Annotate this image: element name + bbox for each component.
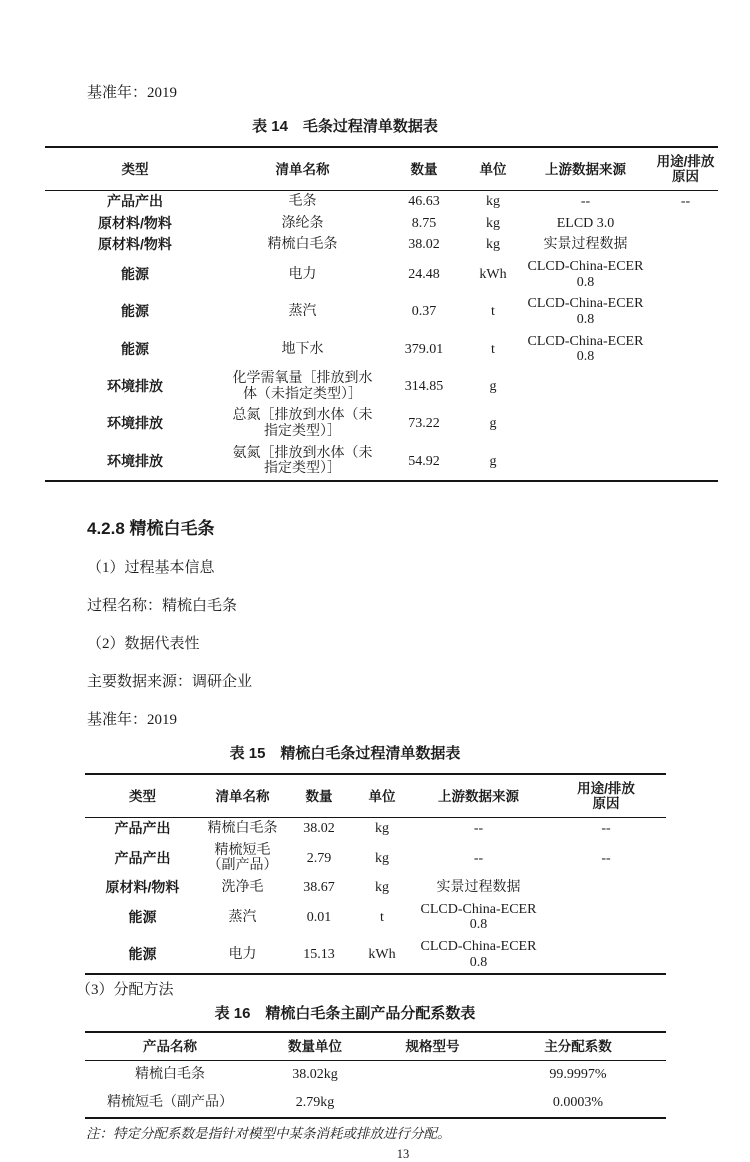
para-process-name: 过程名称：精梳白毛条 — [87, 598, 238, 615]
table15-title: 表 15 精梳白毛条过程清单数据表 — [229, 745, 461, 763]
cell-purpose — [653, 213, 718, 235]
cell-source — [518, 443, 653, 481]
cell-purpose: -- — [680, 194, 691, 209]
cell-purpose — [546, 936, 666, 974]
cell-qty: 15.13 — [303, 946, 335, 962]
col-header-source: 上游数据来源 — [545, 161, 626, 177]
table-row — [45, 443, 718, 481]
table15-header-row — [85, 774, 666, 818]
cell-unit: kg — [486, 215, 500, 231]
cell-qty: 38.67 — [303, 880, 335, 896]
table-row — [85, 818, 666, 840]
cell-coef: 99.9997% — [549, 1067, 607, 1083]
cell-qty: 314.85 — [404, 378, 444, 394]
cell-qty: 8.75 — [411, 215, 437, 231]
col-header-purpose-line2: 原因 — [672, 169, 699, 184]
cell-purpose — [653, 293, 718, 330]
col-header-qty-unit: 数量单位 — [288, 1039, 342, 1055]
cell-type: 环境排放 — [107, 415, 163, 432]
table-row — [85, 840, 666, 877]
cell-purpose — [653, 443, 718, 481]
table-row — [45, 405, 718, 442]
col-header-unit: 单位 — [479, 161, 507, 177]
cell-purpose — [546, 877, 666, 899]
table14 — [45, 146, 718, 482]
col-header-unit: 单位 — [368, 788, 396, 804]
para-data-source: 主要数据来源：调研企业 — [87, 674, 253, 691]
cell-source: 实景过程数据 — [543, 237, 628, 253]
cell-name: 毛条 — [288, 194, 317, 209]
col-header-qty: 数量 — [410, 161, 438, 177]
cell-purpose — [653, 368, 718, 405]
cell-qty: 2.79 — [306, 850, 332, 866]
cell-unit: t — [491, 341, 495, 357]
baseline-year-top: 基准年：2019 — [87, 85, 178, 101]
col-header-coef: 主分配系数 — [544, 1039, 612, 1055]
cell-source — [518, 405, 653, 442]
cell-name: 氨氮［排放到水体（未指定类型）］ — [232, 445, 373, 477]
cell-name: 地下水 — [281, 341, 324, 357]
col-header-name: 清单名称 — [215, 788, 270, 804]
table-row — [85, 877, 666, 899]
table-row — [45, 368, 718, 405]
cell-source: -- — [580, 194, 591, 209]
table-row — [45, 331, 718, 368]
cell-unit: kg — [486, 194, 500, 209]
para-process-info: （1）过程基本信息 — [87, 560, 215, 577]
col-header-purpose-line1: 用途/排放 — [577, 781, 635, 797]
cell-source — [518, 368, 653, 405]
col-header-spec: 规格型号 — [405, 1039, 460, 1055]
col-header-qty: 数量 — [305, 788, 333, 804]
cell-unit: t — [380, 909, 384, 925]
cell-name: 蒸汽 — [288, 304, 317, 320]
cell-unit: t — [491, 304, 495, 320]
cell-coef: 0.0003% — [552, 1095, 604, 1111]
cell-type: 产品产出 — [114, 820, 171, 837]
cell-qty: 38.02 — [303, 821, 335, 837]
cell-purpose — [653, 234, 718, 256]
cell-unit: kg — [375, 850, 389, 866]
cell-qty: 0.01 — [306, 909, 332, 925]
cell-qty: 379.01 — [404, 341, 444, 357]
col-header-purpose — [653, 147, 718, 191]
cell-source: CLCD-China-ECER 0.8 — [527, 259, 644, 290]
table16-title: 表 16 精梳白毛条主副产品分配系数表 — [214, 1005, 476, 1023]
table-row — [45, 256, 718, 293]
cell-qty: 24.48 — [408, 266, 440, 282]
cell-source: -- — [473, 821, 484, 837]
cell-source: 实景过程数据 — [436, 880, 521, 896]
table16-header-row — [85, 1032, 666, 1061]
cell-unit: kWh — [368, 946, 396, 962]
table14-title: 表 14 毛条过程清单数据表 — [252, 118, 438, 135]
baseline-year-2: 基准年：2019 — [87, 712, 178, 729]
table-row — [45, 234, 718, 256]
cell-name: 精梳短毛（副产品） — [207, 842, 278, 874]
para-representativeness: （2）数据代表性 — [87, 636, 200, 653]
cell-purpose — [653, 256, 718, 293]
table-row — [85, 1061, 666, 1089]
cell-source: CLCD-China-ECER 0.8 — [527, 296, 644, 328]
cell-unit: kg — [375, 821, 389, 837]
cell-name: 电力 — [228, 946, 257, 962]
cell-unit: kg — [486, 237, 500, 253]
cell-qty: 46.63 — [408, 194, 440, 209]
table-row — [85, 899, 666, 936]
col-header-product: 产品名称 — [143, 1039, 197, 1055]
cell-source: -- — [473, 850, 484, 866]
table16-footnote: 注：特定分配系数是指针对模型中某条消耗或排放进行分配。 — [86, 1125, 451, 1141]
cell-source: CLCD-China-ECER 0.8 — [420, 901, 537, 933]
table-row — [45, 213, 718, 235]
cell-type: 能源 — [128, 908, 157, 925]
cell-type: 环境排放 — [107, 377, 163, 394]
cell-name: 精梳白毛条 — [267, 237, 338, 253]
col-header-type: 类型 — [129, 788, 156, 804]
cell-type: 原材料/物料 — [98, 214, 172, 231]
cell-unit: g — [489, 453, 497, 469]
cell-source: ELCD 3.0 — [556, 215, 615, 231]
cell-name: 总氮［排放到水体（未指定类型）］ — [232, 408, 373, 440]
cell-qty: 38.02 — [408, 237, 440, 253]
cell-name: 电力 — [288, 266, 317, 282]
col-header-purpose-line1: 用途/排放 — [656, 154, 715, 169]
col-header-purpose — [546, 774, 666, 818]
cell-product: 精梳白毛条 — [135, 1067, 205, 1083]
cell-type: 环境排放 — [107, 452, 163, 469]
cell-product: 精梳短毛（副产品） — [107, 1095, 233, 1111]
table14-header-row — [45, 147, 718, 191]
table15 — [85, 773, 666, 975]
cell-qty-unit: 2.79kg — [295, 1095, 335, 1111]
cell-name: 化学需氧量［排放到水体（未指定类型）］ — [232, 371, 373, 402]
page-number: 13 — [396, 1146, 410, 1161]
cell-type: 产品产出 — [114, 849, 171, 866]
table-row — [85, 1089, 666, 1118]
cell-type: 原材料/物料 — [105, 879, 180, 896]
cell-name: 洗净毛 — [221, 880, 264, 896]
section-heading: 4.2.8 精梳白毛条 — [87, 519, 215, 539]
cell-unit: kg — [375, 880, 389, 896]
cell-type: 能源 — [121, 303, 149, 320]
cell-source: CLCD-China-ECER 0.8 — [420, 939, 537, 970]
alloc-method-heading: （3）分配方法 — [76, 982, 174, 999]
table16 — [85, 1031, 666, 1118]
cell-qty: 0.37 — [411, 304, 437, 320]
cell-purpose: -- — [601, 850, 611, 866]
cell-qty: 73.22 — [408, 416, 440, 432]
table-row — [45, 191, 718, 213]
cell-name: 精梳白毛条 — [207, 821, 278, 837]
cell-spec — [375, 1089, 490, 1118]
col-header-purpose-line2: 原因 — [592, 796, 620, 812]
cell-name: 蒸汽 — [228, 909, 257, 925]
cell-spec — [375, 1061, 490, 1089]
cell-source: CLCD-China-ECER 0.8 — [527, 333, 644, 365]
cell-qty: 54.92 — [408, 453, 440, 469]
cell-type: 产品产出 — [107, 193, 163, 209]
col-header-type: 类型 — [121, 161, 149, 177]
cell-purpose: -- — [601, 821, 611, 837]
table-row — [45, 293, 718, 330]
cell-unit: g — [489, 416, 497, 432]
cell-type: 原材料/物料 — [98, 236, 172, 253]
cell-type: 能源 — [128, 945, 157, 962]
cell-name: 涤纶条 — [281, 215, 324, 231]
cell-type: 能源 — [121, 340, 149, 357]
table-row — [85, 936, 666, 974]
cell-purpose — [653, 405, 718, 442]
cell-type: 能源 — [121, 265, 149, 282]
cell-unit: g — [489, 378, 497, 394]
cell-qty-unit: 38.02kg — [292, 1067, 338, 1083]
cell-purpose — [653, 331, 718, 368]
cell-unit: kWh — [479, 266, 507, 282]
cell-purpose — [546, 899, 666, 936]
col-header-name: 清单名称 — [275, 161, 330, 177]
col-header-source: 上游数据来源 — [438, 788, 519, 804]
